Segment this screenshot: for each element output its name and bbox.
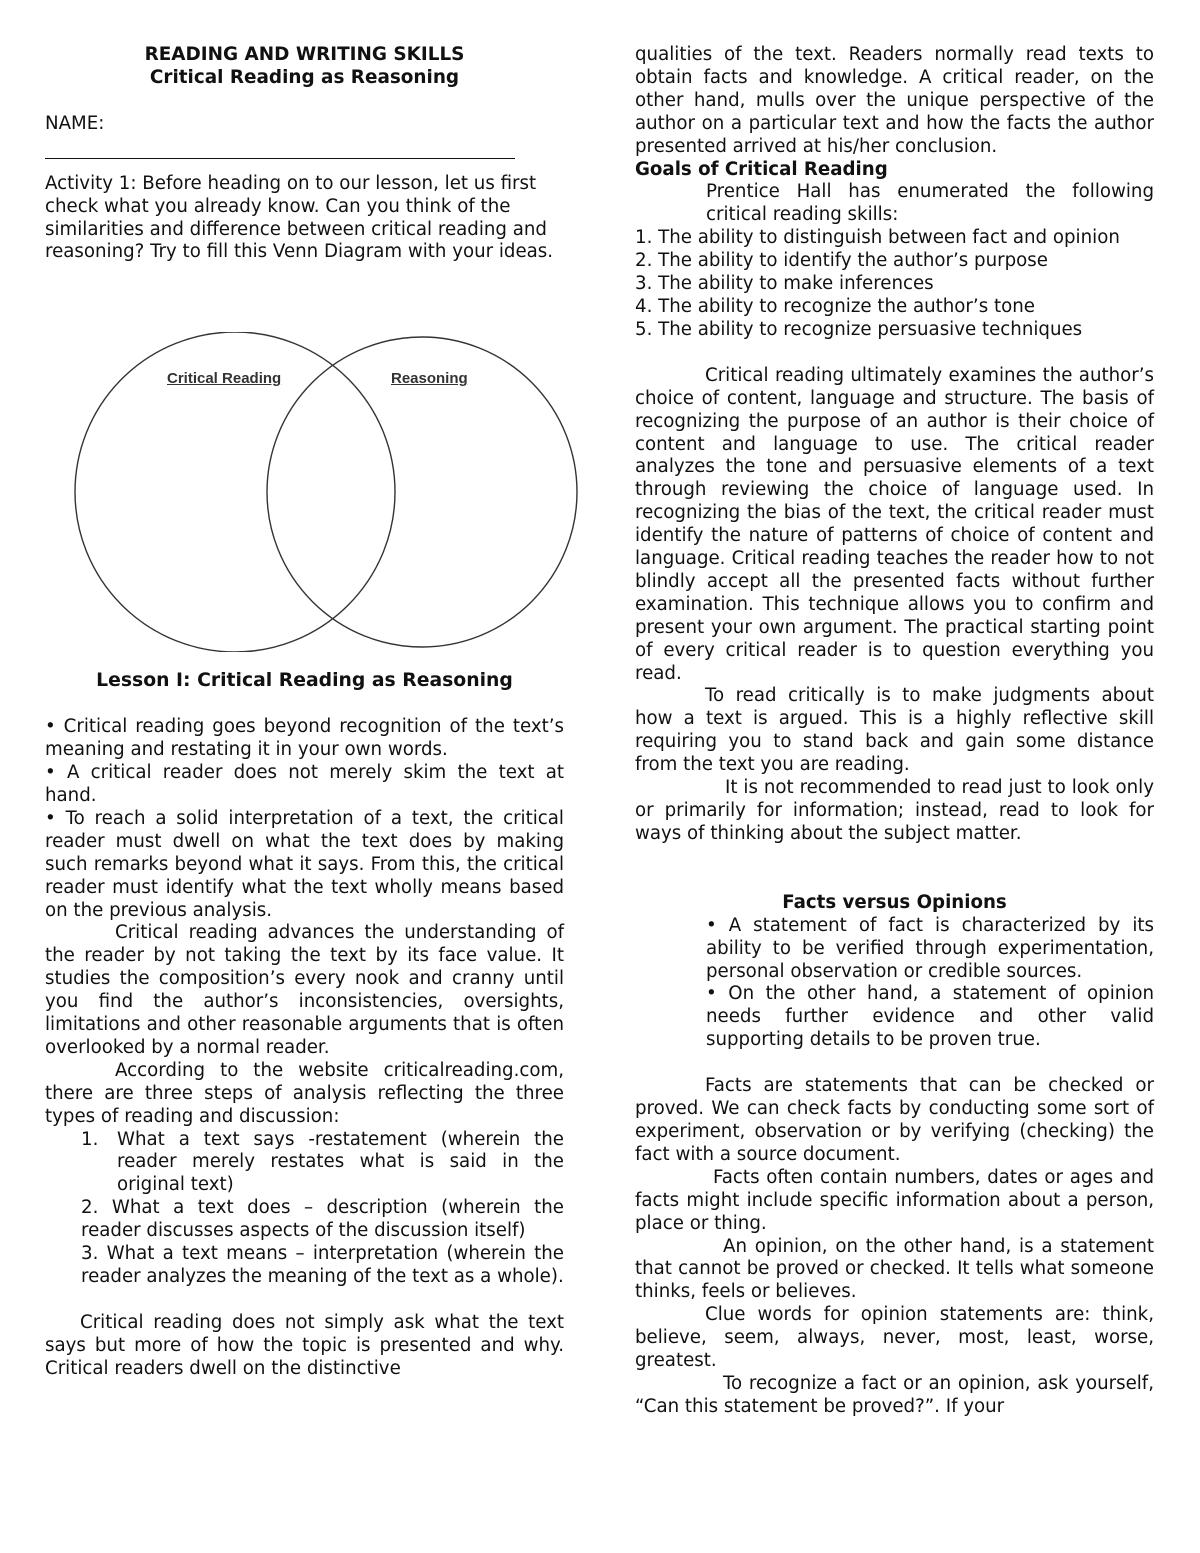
- goals-paragraph-1: Critical reading ultimately examines the author’s choice of content, language and structure. The basis of recognizing the purpose of an author is their choice of content and language to use. The critical reader analyzes the tone and persuasive elements of a text through reviewing the choice of language used. In recognizing the bias of the text, the critical reader must identify the nature of patterns of choice of content and language. Critical reading teaches the reader how to not blindly accept all the presented facts without further examination. This technique allows you to confirm and present your own argument. The practical starting point of every critical reader is to question everything you read.: [635, 364, 1154, 684]
- lesson-bullet-3: • To reach a solid interpretation of a text, the critical reader must dwell on what the text does by making such remarks beyond what it says. From this, the critical reader must identify what the text wholly means based on the previous analysis.: [45, 807, 564, 921]
- goals-heading: Goals of Critical Reading: [635, 158, 888, 180]
- document-title: READING AND WRITING SKILLS: [144, 44, 465, 65]
- step-item-2: 2. What a text does – description (wherein the reader discusses aspects of the discussion itself): [81, 1197, 564, 1242]
- goals-intro: Prentice Hall has enumerated the following critical reading skills:: [706, 181, 1154, 226]
- lesson-bullet-1: • Critical reading goes beyond recognition of the text’s meaning and restating it in your own words.: [45, 716, 564, 761]
- goal-item-1: 1. The ability to distinguish between fact and opinion: [635, 227, 1120, 249]
- lesson-title: Lesson I: Critical Reading as Reasoning: [96, 670, 513, 692]
- step-item-1: [45, 1129, 564, 1198]
- venn-label-critical-reading: Critical Reading: [167, 370, 282, 388]
- facts-paragraph-2: Facts often contain numbers, dates or ages and facts might include specific information about a person, place or thing.: [635, 1166, 1154, 1234]
- goal-item-5: 5. The ability to recognize persuasive techniques: [635, 318, 1083, 340]
- continuation-text: qualities of the text. Readers normally read texts to obtain facts and knowledge. A critical reader, on the other hand, mulls over the unique perspective of the author on a particular text and how the facts the author presented arrived at his/her conclusion.: [635, 44, 1154, 157]
- venn-label-reasoning: Reasoning: [391, 370, 468, 388]
- right-column: [635, 44, 1154, 1419]
- facts-bullet-1: • A statement of fact is characterized by its ability to be verified through experimentation, personal observation or credible sources.: [706, 914, 1154, 982]
- name-line: [45, 136, 515, 159]
- left-column: [45, 44, 564, 1426]
- facts-paragraph-3: An opinion, on the other hand, is a statement that cannot be proved or checked. It tells what someone thinks, feels or believes.: [635, 1235, 1154, 1303]
- step-number: 1.: [81, 1128, 99, 1150]
- facts-paragraph-1: Facts are statements that can be checked or proved. We can check facts by conducting some sort of experiment, observation or by verifying (checking) the fact with a source document.: [635, 1075, 1154, 1165]
- lesson-paragraph-2: According to the website criticalreading.com, there are three steps of analysis reflecting the three types of reading and discussion:: [45, 1059, 564, 1127]
- facts-heading: Facts versus Opinions: [782, 891, 1007, 913]
- goals-paragraph-2: To read critically is to make judgments about how a text is argued. This is a highly reflective skill requiring you to stand back and gain some distance from the text you are reading.: [635, 685, 1154, 776]
- lesson-bullet-2: • A critical reader does not merely skim the text at hand.: [45, 762, 564, 806]
- facts-bullet-2: • On the other hand, a statement of opinion needs further evidence and other valid supporting details to be proven true.: [706, 983, 1154, 1051]
- goals-paragraph-3: It is not recommended to read just to look only or primarily for information; instead, read to look for ways of thinking about the subject matter.: [635, 777, 1154, 844]
- lesson-paragraph-1: Critical reading advances the understanding of the reader by not taking the text by its face value. It studies the composition’s every nook and cranny until you find the author’s inconsistencies, oversights, limitations and other reasonable arguments that is often overlooked by a normal reader.: [45, 922, 564, 1058]
- step-item-3: 3. What a text means – interpretation (wherein the reader analyzes the meaning of the text as a whole).: [81, 1243, 564, 1287]
- venn-circles: [0, 332, 600, 652]
- goal-item-4: 4. The ability to recognize the author’s tone: [635, 295, 1035, 317]
- activity-instructions: Activity 1: Before heading on to our lesson, let us first check what you already know. Can you think of the similarities and difference between critical reading and reasoning? Try to fill this Venn Diagram with your ideas.: [45, 172, 554, 263]
- goal-item-3: 3. The ability to make inferences: [635, 273, 934, 295]
- facts-paragraph-4: Clue words for opinion statements are: think, believe, seem, always, never, most, least, worse, greatest.: [635, 1304, 1154, 1372]
- document-subtitle: Critical Reading as Reasoning: [149, 66, 460, 88]
- lesson-paragraph-3: Critical reading does not simply ask what the text says but more of how the topic is presented and why. Critical readers dwell on the distinctive: [45, 1311, 564, 1379]
- venn-diagram: [0, 332, 600, 732]
- name-label: NAME:: [45, 112, 105, 134]
- goal-item-2: 2. The ability to identify the author’s purpose: [635, 250, 1048, 272]
- facts-paragraph-5: To recognize a fact or an opinion, ask yourself, “Can this statement be proved?”. If your: [635, 1372, 1154, 1417]
- step-text: What a text says -restatement (wherein the reader merely restates what is said in the original text): [117, 1128, 564, 1196]
